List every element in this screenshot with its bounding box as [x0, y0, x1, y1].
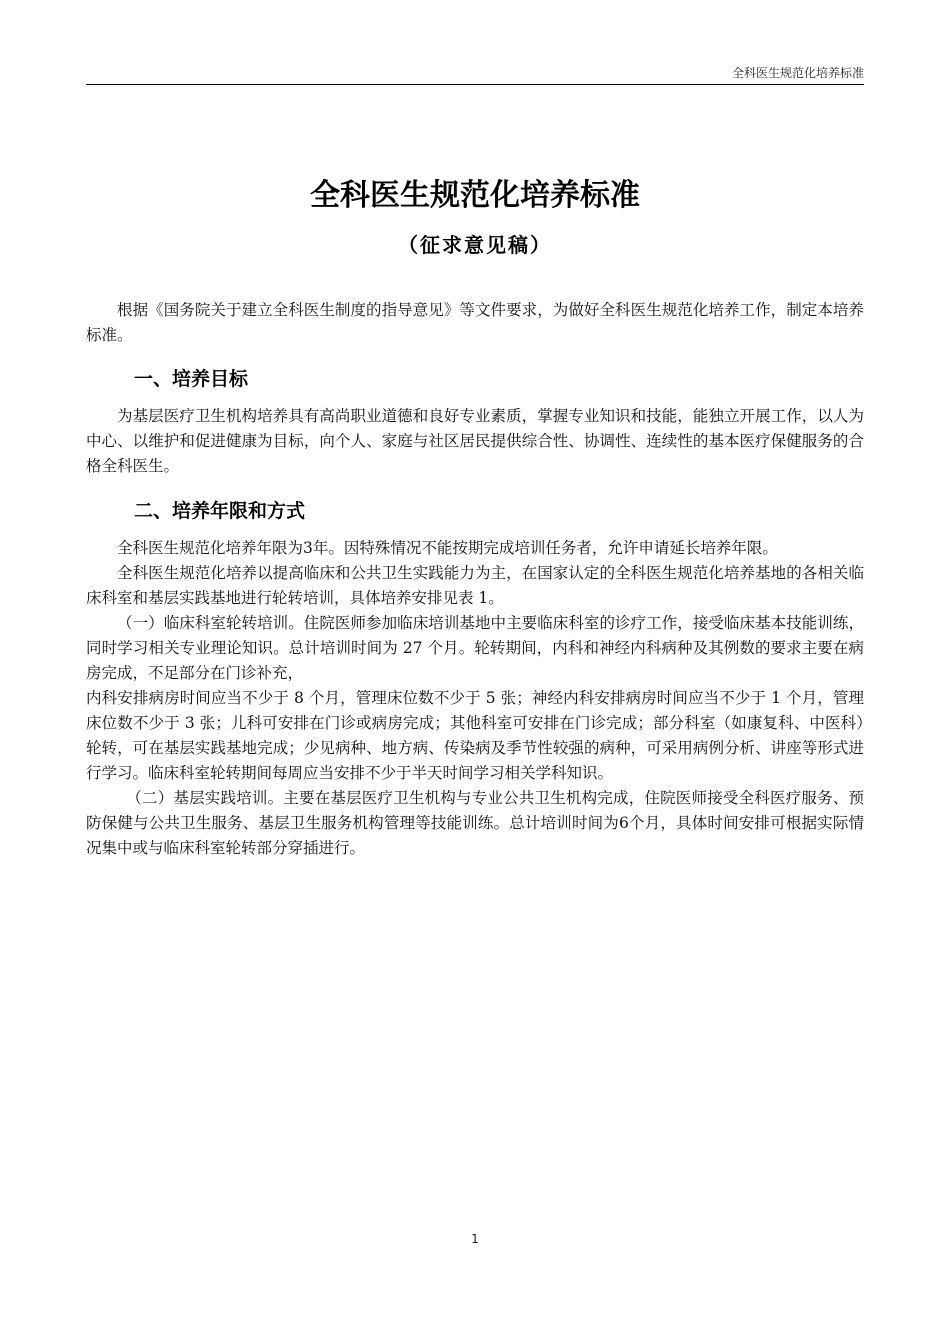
primary-care-practice-paragraph: （二）基层实践培训。主要在基层医疗卫生机构与专业公共卫生机构完成，住院医师接受全科医疗服务、预防保健与公共卫生服务、基层卫生服务机构管理等技能训练。总计培训时间为6个月，具体时间安排可根据实际情况集中或与临床科室轮转部分穿插进行。 — [86, 789, 864, 857]
document-title: 全科医生规范化培养标准 — [310, 178, 640, 213]
duration-paragraph: 全科医生规范化培养年限为3年。因特殊情况不能按期完成培训任务者，允许申请延长培养年限。 — [117, 539, 778, 557]
running-header — [86, 62, 864, 85]
section-heading-training-goals: 一、培养目标 — [134, 368, 249, 390]
document-body — [86, 298, 864, 861]
clinical-rotation-paragraph: （一）临床科室轮转培训。住院医师参加临床培训基地中主要临床科室的诊疗工作，接受临床基本技能训练，同时学习相关专业理论知识。总计培训时间为 27 个月。轮转期间，内科和神经内科病种及其例数的要求主要在病房完成，不足部分在门诊补充， — [86, 614, 864, 682]
running-header-title: 全科医生规范化培养标准 — [731, 66, 864, 80]
section-heading-duration-methods: 二、培养年限和方式 — [134, 500, 306, 522]
training-goals-paragraph: 为基层医疗卫生机构培养具有高尚职业道德和良好专业素质，掌握专业知识和技能，能独立开展工作，以人为中心、以维护和促进健康为目标，向个人、家庭与社区居民提供综合性、协调性、连续性的基本医疗保健服务的合格全科医生。 — [86, 407, 864, 475]
training-approach-paragraph: 全科医生规范化培养以提高临床和公共卫生实践能力为主，在国家认定的全科医生规范化培养基地的各相关临床科室和基层实践基地进行轮转培训，具体培养安排见表 1。 — [86, 564, 864, 607]
clinical-rotation-details-paragraph: 内科安排病房时间应当不少于 8 个月，管理床位数不少于 5 张；神经内科安排病房时间应当不少于 1 个月，管理床位数不少于 3 张；儿科可安排在门诊或病房完成；其他科室可安排在门诊完成；部分科室（如康复科、中医科）轮转，可在基层实践基地完成；少见病种、地方病、传染病及季节性较强的病种，可采用病例分析、讲座等形式进行学习。临床科室轮转期间每周应当安排不少于半天时间学习相关学科知识。 — [86, 689, 864, 782]
intro-paragraph: 根据《国务院关于建立全科医生制度的指导意见》等文件要求，为做好全科医生规范化培养工作，制定本培养标准。 — [86, 301, 864, 344]
page-number: 1 — [471, 1232, 479, 1246]
document-subtitle: （征求意见稿） — [398, 233, 552, 257]
